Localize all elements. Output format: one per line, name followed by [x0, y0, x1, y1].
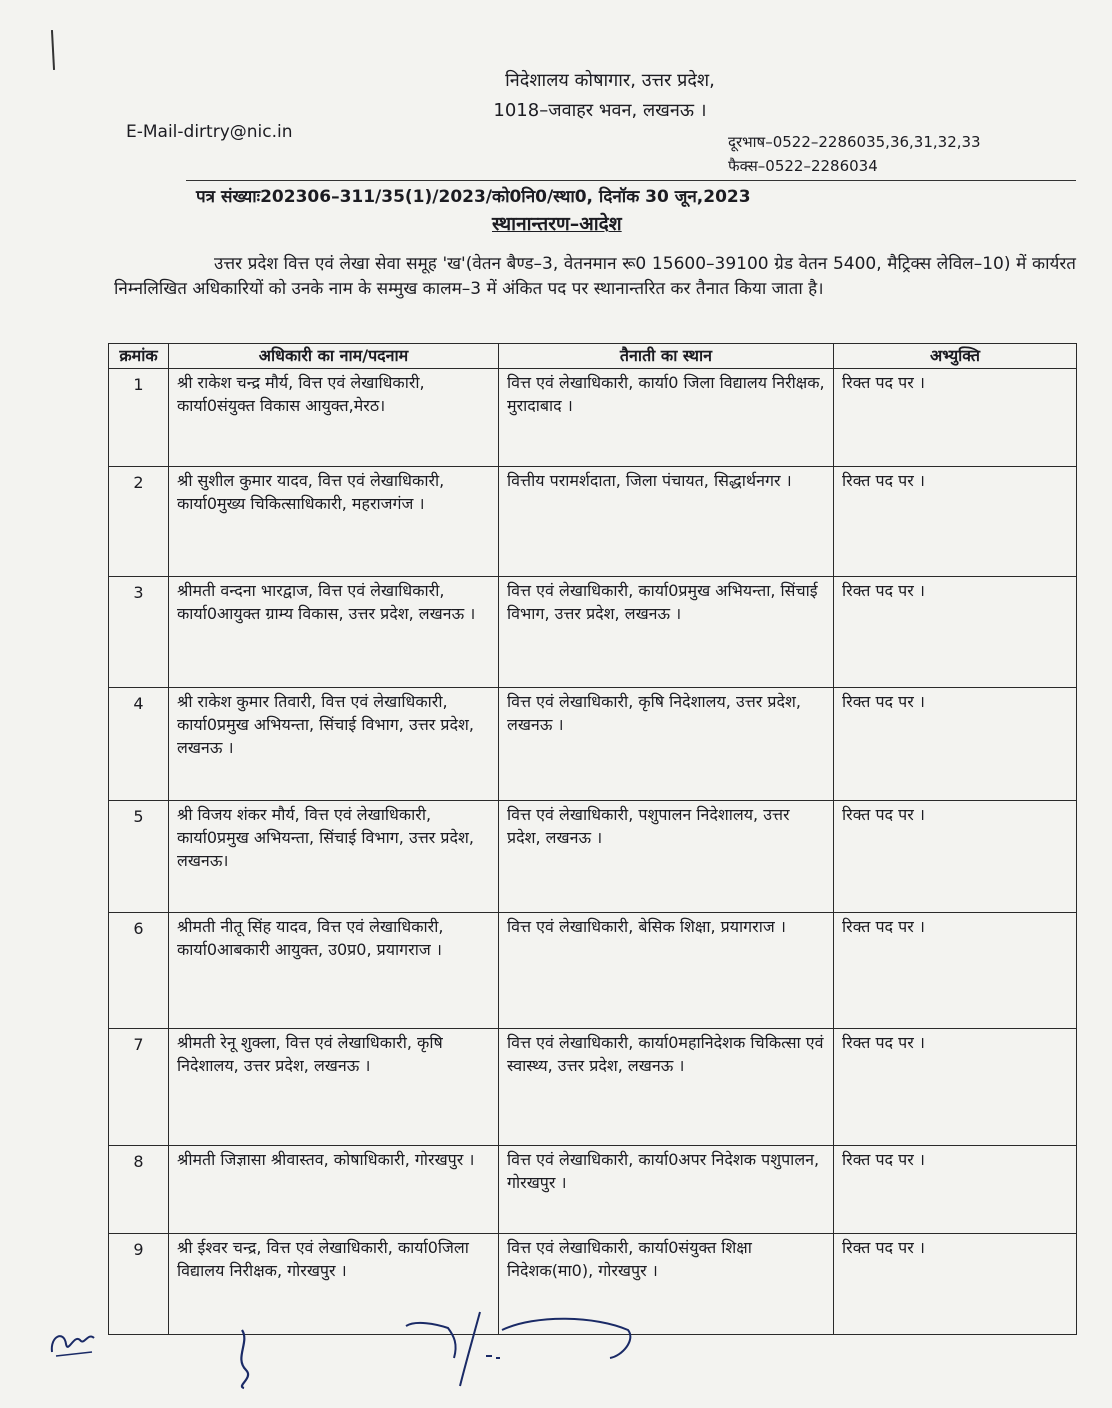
- posting-cell: वित्तीय परामर्शदाता, जिला पंचायत, सिद्धार्थनगर ।: [499, 466, 834, 577]
- posting-cell: वित्त एवं लेखाधिकारी, कार्या0महानिदेशक चिकित्सा एवं स्वास्थ्य, उत्तर प्रदेश, लखनऊ ।: [499, 1029, 834, 1146]
- org-address: 1018–जवाहर भवन, लखनऊ ।: [493, 100, 707, 121]
- serial-number: 3: [109, 577, 169, 688]
- table-row: [109, 687, 1077, 800]
- officer-cell: श्री राकेश चन्द्र मौर्य, वित्त एवं लेखाधिकारी, कार्या0संयुक्त विकास आयुक्त,मेरठ।: [169, 369, 499, 467]
- remark-cell: रिक्त पद पर ।: [834, 913, 1077, 1029]
- remark-cell: रिक्त पद पर ।: [834, 1029, 1077, 1146]
- intro-text: उत्तर प्रदेश वित्त एवं लेखा सेवा समूह 'ख'(वेतन बैण्ड–3, वेतनमान रू0 15600–39100 ग्रेड वेतन 5400, मैट्रिक्स लेविल–10) में कार्यरत निम्नलिखित अधिकारियों को उनके नाम के सम्मुख कालम–3 में अंकित पद पर स्थानान्तरित कर तैनात किया जाता है।: [114, 254, 1076, 299]
- officer-cell: श्रीमती नीतू सिंह यादव, वित्त एवं लेखाधिकारी, कार्या0आबकारी आयुक्त, उ0प्र0, प्रयागराज ।: [169, 913, 499, 1029]
- transfer-table: [108, 343, 1077, 1335]
- serial-number: 4: [109, 687, 169, 800]
- posting-cell: वित्त एवं लेखाधिकारी, कार्या0 जिला विद्यालय निरीक्षक, मुरादाबाद ।: [499, 369, 834, 467]
- phone-numbers: दूरभाष–0522–2286035,36,31,32,33: [728, 133, 981, 151]
- header-officer: अधिकारी का नाम/पदनाम: [169, 344, 499, 369]
- table-row: [109, 913, 1077, 1029]
- header-serial: क्रमांक: [109, 344, 169, 369]
- serial-number: 1: [109, 369, 169, 467]
- remark-cell: रिक्त पद पर ।: [834, 369, 1077, 467]
- table-row: [109, 800, 1077, 913]
- handwritten-initials-left: [44, 1322, 104, 1362]
- officer-cell: श्रीमती वन्दना भारद्वाज, वित्त एवं लेखाधिकारी, कार्या0आयुक्त ग्राम्य विकास, उत्तर प्रदेश, लखनऊ ।: [169, 577, 499, 688]
- org-name: निदेशालय कोषागार, उत्तर प्रदेश,: [505, 70, 715, 91]
- table-row: [109, 1145, 1077, 1234]
- posting-cell: वित्त एवं लेखाधिकारी, कार्या0अपर निदेशक पशुपालन, गोरखपुर ।: [499, 1145, 834, 1234]
- posting-cell: वित्त एवं लेखाधिकारी, पशुपालन निदेशालय, उत्तर प्रदेश, लखनऊ ।: [499, 800, 834, 913]
- remark-cell: रिक्त पद पर ।: [834, 687, 1077, 800]
- serial-number: 2: [109, 466, 169, 577]
- intro-paragraph: [114, 252, 1076, 302]
- officer-cell: श्रीमती जिज्ञासा श्रीवास्तव, कोषाधिकारी, गोरखपुर ।: [169, 1145, 499, 1234]
- handwritten-signature-right: [396, 1300, 656, 1400]
- remark-cell: रिक्त पद पर ।: [834, 800, 1077, 913]
- header-posting: तैनाती का स्थान: [499, 344, 834, 369]
- officer-cell: श्रीमती रेनू शुक्ला, वित्त एवं लेखाधिकारी, कृषि निदेशालय, उत्तर प्रदेश, लखनऊ ।: [169, 1029, 499, 1146]
- table-row: [109, 577, 1077, 688]
- serial-number: 6: [109, 913, 169, 1029]
- letter-number: पत्र संख्याः202306–311/35(1)/2023/को0नि0/स्था0, दिनॉक 30 जून,2023: [196, 187, 751, 207]
- remark-cell: रिक्त पद पर ।: [834, 577, 1077, 688]
- officer-cell: श्री विजय शंकर मौर्य, वित्त एवं लेखाधिकारी, कार्या0प्रमुख अभियन्ता, सिंचाई विभाग, उत्तर प्रदेश, लखनऊ।: [169, 800, 499, 913]
- fax-number: फैक्स–0522–2286034: [728, 157, 878, 175]
- officer-cell: श्री सुशील कुमार यादव, वित्त एवं लेखाधिकारी, कार्या0मुख्य चिकित्साधिकारी, महराजगंज ।: [169, 466, 499, 577]
- email-address: E-Mail-dirtry@nic.in: [126, 122, 293, 142]
- header-divider: [186, 180, 1076, 181]
- remark-cell: रिक्त पद पर ।: [834, 1145, 1077, 1234]
- table-row: [109, 369, 1077, 467]
- margin-mark: [51, 30, 55, 70]
- officer-cell: श्री राकेश कुमार तिवारी, वित्त एवं लेखाधिकारी, कार्या0प्रमुख अभियन्ता, सिंचाई विभाग, उत्तर प्रदेश, लखनऊ ।: [169, 687, 499, 800]
- posting-cell: वित्त एवं लेखाधिकारी, कृषि निदेशालय, उत्तर प्रदेश, लखनऊ ।: [499, 687, 834, 800]
- remark-cell: रिक्त पद पर ।: [834, 1234, 1077, 1335]
- officer-cell: श्री ईश्वर चन्द्र, वित्त एवं लेखाधिकारी, कार्या0जिला विद्यालय निरीक्षक, गोरखपुर ।: [169, 1234, 499, 1335]
- posting-cell: वित्त एवं लेखाधिकारी, कार्या0प्रमुख अभियन्ता, सिंचाई विभाग, उत्तर प्रदेश, लखनऊ ।: [499, 577, 834, 688]
- serial-number: 5: [109, 800, 169, 913]
- serial-number: 9: [109, 1234, 169, 1335]
- table-row: [109, 1029, 1077, 1146]
- header-remark: अभ्युक्ति: [834, 344, 1077, 369]
- remark-cell: रिक्त पद पर ।: [834, 466, 1077, 577]
- posting-cell: वित्त एवं लेखाधिकारी, कार्या0संयुक्त शिक्षा निदेशक(मा0), गोरखपुर ।: [499, 1234, 834, 1335]
- handwritten-signature-center: [224, 1322, 274, 1392]
- table-header-row: [109, 344, 1077, 369]
- table-row: [109, 466, 1077, 577]
- serial-number: 8: [109, 1145, 169, 1234]
- posting-cell: वित्त एवं लेखाधिकारी, बेसिक शिक्षा, प्रयागराज ।: [499, 913, 834, 1029]
- order-title: स्थानान्तरण–आदेश: [492, 213, 622, 235]
- serial-number: 7: [109, 1029, 169, 1146]
